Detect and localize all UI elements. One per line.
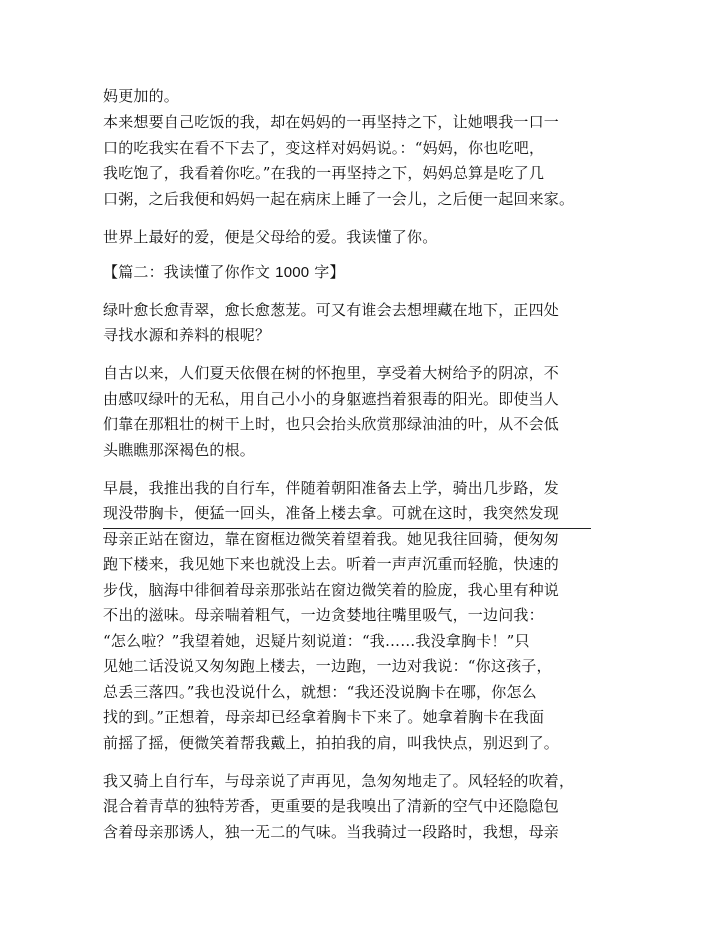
heading-number: 1000 bbox=[275, 264, 310, 281]
text-line: 绿叶愈长愈青翠，愈长愈葱茏。可又有谁会去想埋藏在地下，正四处 bbox=[103, 301, 560, 319]
section-heading bbox=[103, 262, 345, 283]
text-line: 跑下楼来，我见她下来也就没上去。听着一声声沉重而轻脆，快速的 bbox=[103, 555, 560, 573]
text-line: “怎么啦？”我望着她，迟疑片刻说道：“我……我没拿胸卡！”只 bbox=[103, 632, 530, 650]
text-line: 妈更加的。 bbox=[103, 87, 180, 105]
text-line: 由感叹绿叶的无私，用自己小小的身躯遮挡着狠毒的阳光。即使当人 bbox=[103, 390, 560, 408]
text-line: 现没带胸卡，便猛一回头，准备上楼去拿。可就在这时，我突然发现 bbox=[103, 504, 560, 522]
text-line: 头瞧瞧那深褐色的根。 bbox=[103, 441, 256, 459]
text-line: 混合着青草的独特芳香，更重要的是我嗅出了清新的空气中还隐隐包 bbox=[103, 797, 560, 815]
text-line: 前摇了摇，便微笑着帮我戴上，拍拍我的肩，叫我快点，别迟到了。 bbox=[103, 734, 560, 752]
text-line: 母亲正站在窗边，靠在窗框边微笑着望着我。她见我往回骑，便匆匆 bbox=[103, 530, 560, 548]
text-line: 我吃饱了，我看着你吃。”在我的一再坚持之下，妈妈总算是吃了几 bbox=[103, 164, 545, 182]
text-line: 不出的滋味。母亲喘着粗气，一边贪婪地往嘴里吸气，一边问我： bbox=[103, 606, 544, 624]
text-line: 口粥，之后我便和妈妈一起在病床上睡了一会儿，之后便一起回来家。 bbox=[103, 190, 575, 208]
text-line: 世界上最好的爱，便是父母给的爱。我读懂了你。 bbox=[103, 228, 438, 246]
text-line: 们靠在那粗壮的树干上时，也只会抬头欣赏那绿油油的叶，从不会低 bbox=[103, 415, 560, 433]
text-line: 总丢三落四。”我也没说什么，就想：“我还没说胸卡在哪，你怎么 bbox=[103, 683, 537, 701]
text-line: 我又骑上自行车，与母亲说了声再见，急匆匆地走了。风轻轻的吹着， bbox=[103, 772, 575, 790]
heading-suffix: 字】 bbox=[309, 263, 345, 281]
text-line: 含着母亲那诱人，独一无二的气味。当我骑过一段路时，我想，母亲 bbox=[103, 823, 560, 841]
text-line: 寻找水源和养料的根呢？ bbox=[103, 326, 271, 344]
heading-prefix: 【篇二：我读懂了你作文 bbox=[103, 263, 276, 281]
text-line: 本来想要自己吃饭的我，却在妈妈的一再坚持之下，让她喂我一口一 bbox=[103, 113, 560, 131]
text-line: 步伐，脑海中徘徊着母亲那张站在窗边微笑着的脸庞，我心里有种说 bbox=[103, 581, 560, 599]
text-line: 口的吃我实在看不下去了，变这样对妈妈说。：“妈妈，你也吃吧， bbox=[103, 139, 545, 157]
text-line: 自古以来，人们夏天依偎在树的怀抱里，享受着大树给予的阴凉，不 bbox=[103, 364, 560, 382]
text-line: 找的到。”正想着，母亲却已经拿着胸卡下来了。她拿着胸卡在我面 bbox=[103, 708, 545, 726]
text-line: 早晨，我推出我的自行车，伴随着朝阳准备去上学，骑出几步路，发 bbox=[103, 479, 560, 497]
text-line: 见她二话没说又匆匆跑上楼去，一边跑，一边对我说：“你这孩子， bbox=[103, 657, 552, 675]
